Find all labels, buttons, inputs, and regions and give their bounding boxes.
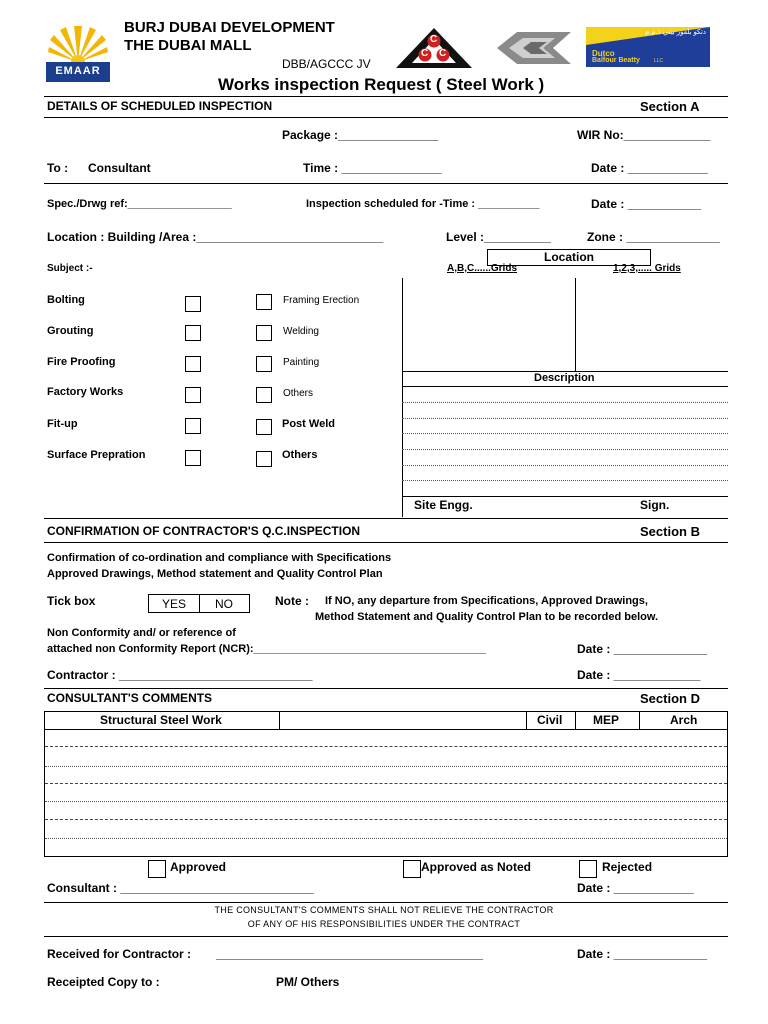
- grids-abc-label: A,B,C......Grids: [447, 263, 518, 274]
- consultant-field[interactable]: Consultant : _____________________________: [47, 881, 314, 895]
- sign-label: Sign.: [640, 498, 670, 512]
- ncr-date-field[interactable]: Date : ______________: [577, 642, 708, 656]
- col-arch: Arch: [670, 713, 698, 727]
- checkbox-factory-works[interactable]: [185, 387, 201, 403]
- subject-label: Subject :-: [47, 263, 93, 274]
- jv-name: DBB/AGCCC JV: [282, 57, 371, 71]
- llc-text: LLC: [654, 58, 664, 64]
- consultant-date-field[interactable]: Date : ____________: [577, 881, 694, 895]
- checkbox-grouting[interactable]: [185, 325, 201, 341]
- form-title: Works inspection Request ( Steel Work ): [218, 75, 545, 94]
- package-field[interactable]: Package :_______________: [282, 128, 439, 142]
- yes-option[interactable]: YES: [162, 597, 187, 611]
- inspection-time-field[interactable]: Inspection scheduled for -Time : __________: [306, 198, 540, 210]
- time-field[interactable]: Time : _______________: [303, 161, 442, 175]
- location-field[interactable]: Location : Building /Area :____________________________: [47, 230, 384, 244]
- comment-line[interactable]: [45, 838, 727, 839]
- approved-noted-label: Approved as Noted: [421, 860, 532, 874]
- receipted-copy-label: Receipted Copy to :: [47, 975, 160, 989]
- ccc-letter: C: [430, 34, 438, 45]
- contractor-date-field[interactable]: Date : _____________: [577, 668, 701, 682]
- inspection-item-label: Bolting: [47, 294, 85, 306]
- checkbox-approved-as-noted[interactable]: [403, 860, 421, 878]
- col-structural-steel: Structural Steel Work: [100, 713, 222, 727]
- checkbox-fit-up[interactable]: [185, 418, 201, 434]
- checkbox-surface-preparation[interactable]: [185, 450, 201, 466]
- arrow-logo: [495, 30, 573, 66]
- date-field[interactable]: Date : ____________: [591, 161, 708, 175]
- confirmation-text: Confirmation of co-ordination and compliance with Specifications: [47, 552, 392, 564]
- note-label: Note :: [275, 594, 309, 608]
- section-d-label: Section D: [640, 691, 700, 706]
- inspection-item-label: Grouting: [47, 325, 94, 337]
- grids-123-label: 1,2,3,..... Grids: [613, 263, 681, 274]
- dutco-logo: [586, 27, 710, 67]
- inspection-item-label: Fire Proofing: [47, 356, 116, 368]
- inspection-item-label: Painting: [283, 357, 320, 368]
- disclaimer-text: THE CONSULTANT'S COMMENTS SHALL NOT RELIEVE THE CONTRACTOR: [214, 905, 554, 915]
- comments-table: [44, 711, 728, 857]
- inspection-item-label: Others: [283, 388, 314, 399]
- ccc-letter: C: [439, 48, 447, 59]
- section-a-label: Section A: [640, 99, 700, 114]
- description-label: Description: [534, 372, 595, 384]
- comment-line[interactable]: [45, 819, 727, 820]
- to-label: To :: [47, 161, 69, 175]
- checkbox-welding[interactable]: [256, 325, 272, 341]
- receipted-copy-value: PM/ Others: [276, 975, 340, 989]
- zone-field[interactable]: Zone : ______________: [587, 230, 720, 244]
- balfour-text: Balfour Beatty: [592, 57, 640, 64]
- contractor-field[interactable]: Contractor : _____________________________: [47, 668, 313, 682]
- checkbox-framing-erection[interactable]: [256, 294, 272, 310]
- ncr-field[interactable]: attached non Conformity Report (NCR):______________________________________: [47, 643, 487, 655]
- inspection-item-label: Post Weld: [282, 418, 335, 430]
- checkbox-painting[interactable]: [256, 356, 272, 372]
- inspection-item-label: Others: [282, 449, 318, 461]
- wir-no-field[interactable]: WIR No:_____________: [577, 128, 711, 142]
- received-for-contractor-field[interactable]: ________________________________________: [216, 947, 483, 961]
- ncr-label: Non Conformity and/ or reference of: [47, 627, 236, 639]
- to-value: Consultant: [88, 161, 151, 175]
- project-name: THE DUBAI MALL: [124, 37, 252, 54]
- no-option[interactable]: NO: [215, 597, 233, 611]
- inspection-item-label: Welding: [283, 326, 319, 337]
- col-civil: Civil: [537, 713, 563, 727]
- emaar-logo: [46, 22, 110, 82]
- received-date-field[interactable]: Date : ______________: [577, 947, 708, 961]
- dutco-arabic: دتكو بلفور بيتي ذ.م.م: [645, 29, 706, 36]
- checkbox-others[interactable]: [256, 387, 272, 403]
- ccc-letter: C: [421, 48, 429, 59]
- inspection-item-label: Surface Prepration: [47, 449, 146, 461]
- note-text: If NO, any departure from Specifications, Approved Drawings,: [325, 595, 648, 607]
- comment-line[interactable]: [45, 801, 727, 802]
- note-text: Method Statement and Quality Control Plan to be recorded below.: [315, 611, 659, 623]
- section-b-label: Section B: [640, 524, 700, 539]
- comment-line[interactable]: [45, 783, 727, 784]
- emaar-logo-text: EMAAR: [55, 65, 101, 77]
- section-a-heading: DETAILS OF SCHEDULED INSPECTION: [47, 99, 273, 113]
- confirmation-text: Approved Drawings, Method statement and Quality Control Plan: [47, 568, 383, 580]
- comment-line[interactable]: [45, 746, 727, 747]
- spec-drwg-ref-field[interactable]: Spec./Drwg ref:_________________: [47, 198, 232, 210]
- checkbox-others-2[interactable]: [256, 451, 272, 467]
- dutco-text: Dutco: [592, 49, 615, 58]
- yes-no-box: [148, 594, 250, 613]
- site-engg-label: Site Engg.: [414, 498, 473, 512]
- checkbox-rejected[interactable]: [579, 860, 597, 878]
- approved-label: Approved: [170, 860, 227, 874]
- level-field[interactable]: Level :__________: [446, 230, 551, 244]
- location-box: Location: [487, 249, 651, 266]
- rejected-label: Rejected: [602, 860, 653, 874]
- checkbox-post-weld[interactable]: [256, 419, 272, 435]
- checkbox-fire-proofing[interactable]: [185, 356, 201, 372]
- company-name: BURJ DUBAI DEVELOPMENT: [124, 19, 335, 36]
- disclaimer-text: OF ANY OF HIS RESPONSIBILITIES UNDER THE CONTRACT: [247, 919, 521, 929]
- ccc-logo: [394, 27, 474, 69]
- section-d-heading: CONSULTANT'S COMMENTS: [47, 691, 213, 705]
- checkbox-approved[interactable]: [148, 860, 166, 878]
- inspection-item-label: Fit-up: [47, 418, 78, 430]
- inspection-item-label: Framing Erection: [283, 295, 360, 306]
- tick-box-label: Tick box: [47, 594, 96, 608]
- received-for-contractor-label: Received for Contractor :: [47, 947, 192, 961]
- comment-line[interactable]: [45, 766, 727, 767]
- col-mep: MEP: [593, 713, 620, 727]
- checkbox-bolting[interactable]: [185, 296, 201, 312]
- section-b-heading: CONFIRMATION OF CONTRACTOR'S Q.C.INSPECTION: [47, 524, 361, 538]
- inspection-item-label: Factory Works: [47, 386, 124, 398]
- inspection-date-field[interactable]: Date : ___________: [591, 197, 702, 211]
